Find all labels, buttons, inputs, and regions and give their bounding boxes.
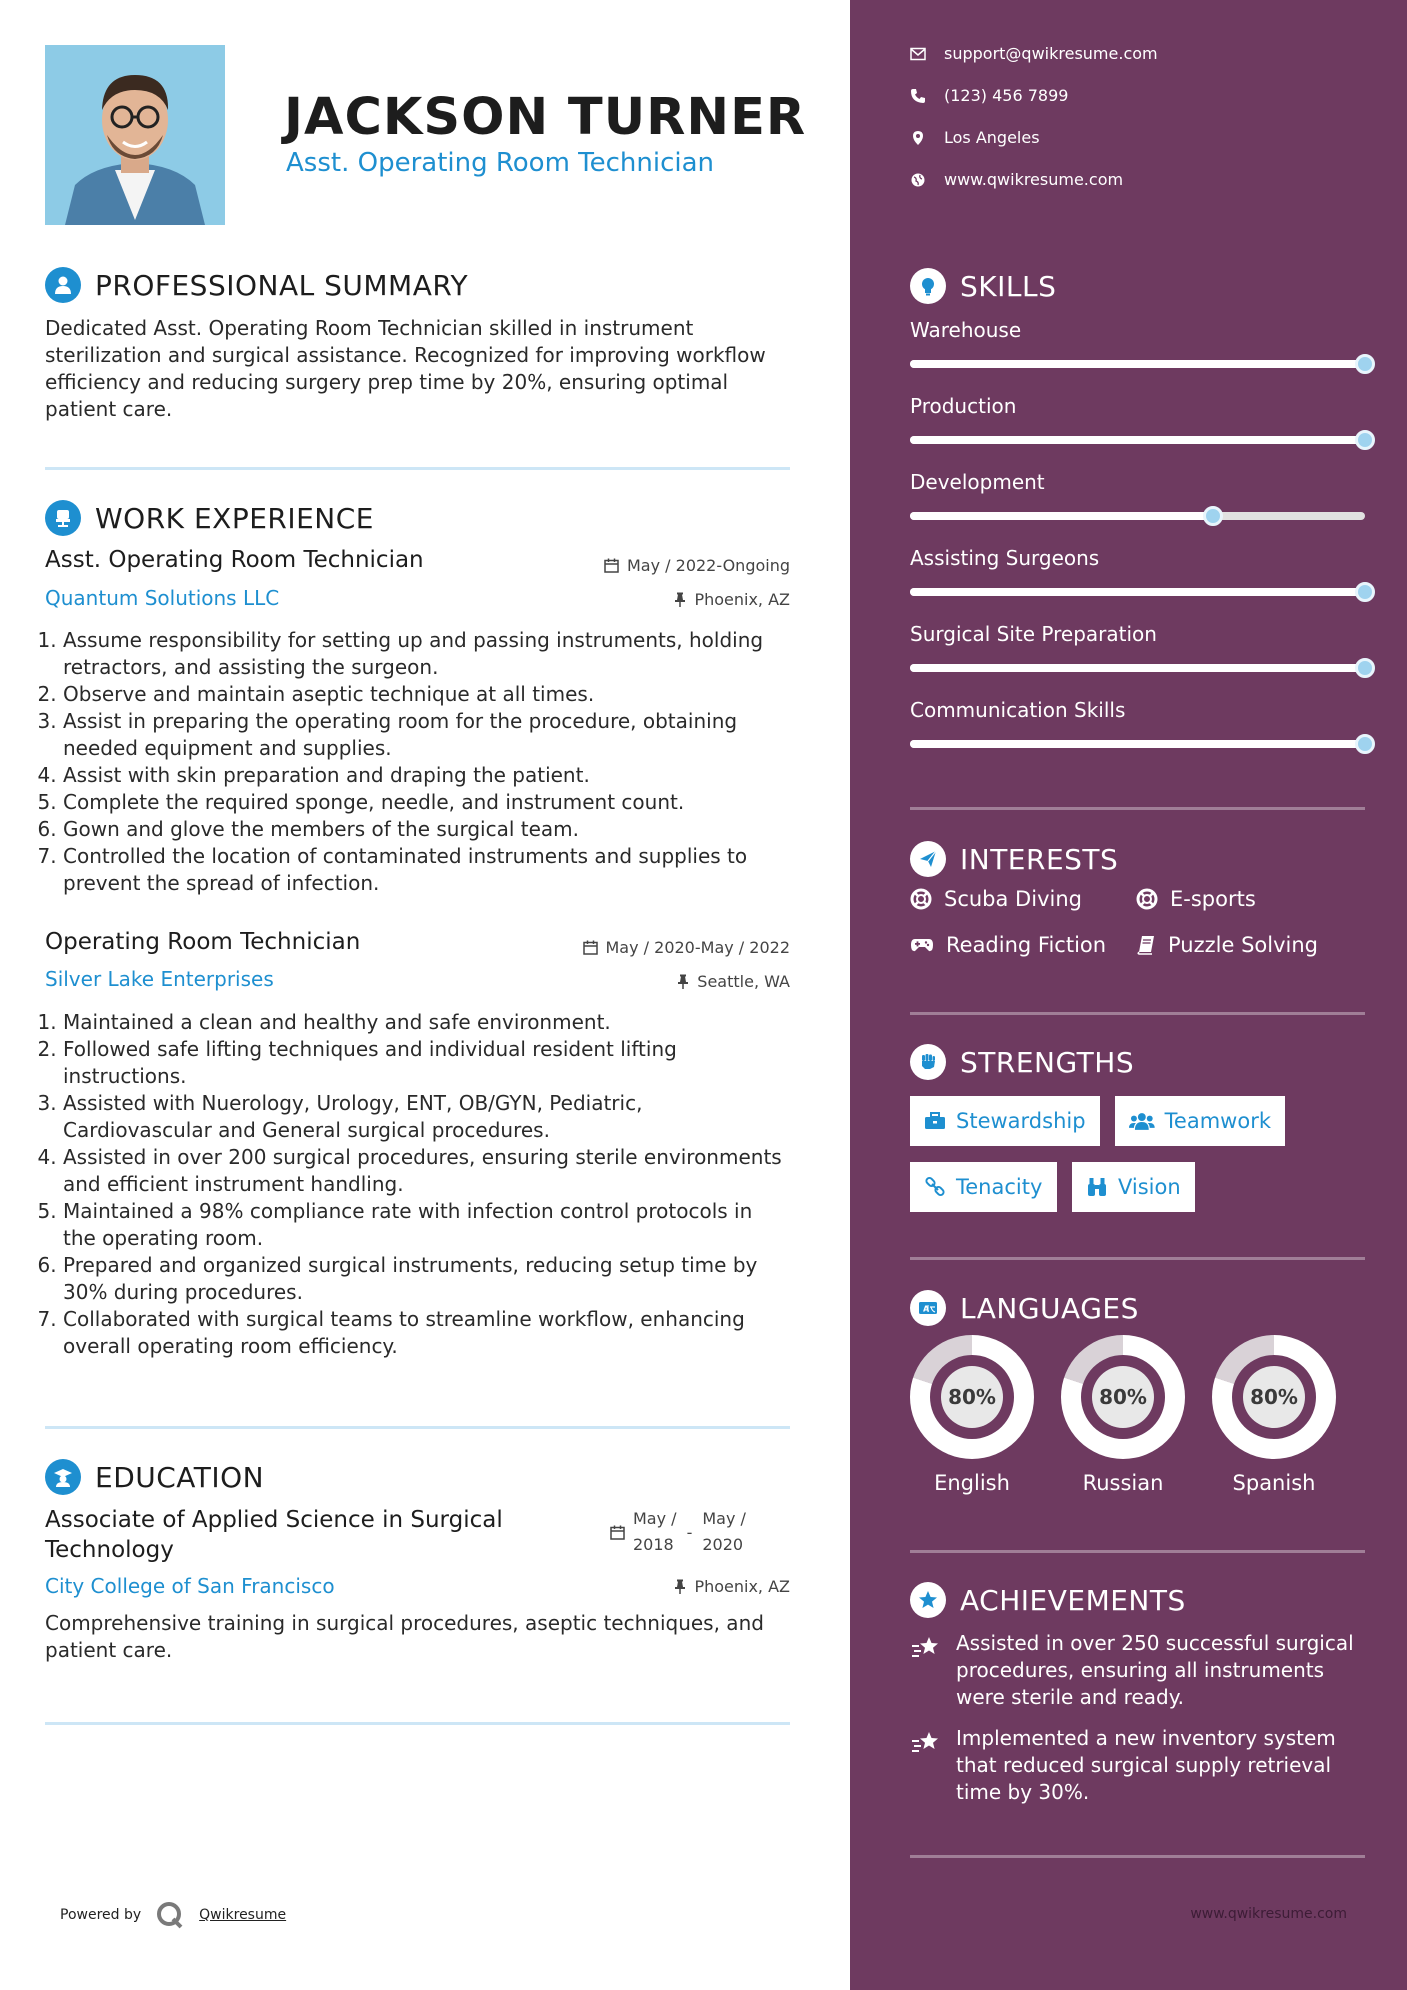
job-location-text: Phoenix, AZ [694,590,790,609]
qwikresume-link[interactable]: Qwikresume [199,1907,287,1923]
achievement-item [910,1725,1370,1806]
skill-bar [910,436,1365,444]
website-text[interactable]: www.qwikresume.com [944,170,1124,189]
language-ring [1212,1335,1336,1459]
work-heading [45,500,374,536]
work-title: WORK EXPERIENCE [95,501,374,535]
date-dash: - [686,1522,693,1542]
candidate-role: Asst. Operating Room Technician [286,148,715,178]
lightbulb-icon [910,268,946,304]
graduate-icon [45,1459,81,1495]
language-name: Russian [1082,1471,1164,1495]
list-item: 5. Maintained a 98% compliance rate with infection control protocols in the operating room. [63,1198,790,1252]
svg-text:A: A [923,1304,930,1314]
skill-bar-fill [910,436,1365,444]
strength-label: Teamwork [1164,1109,1271,1133]
strength-label: Vision [1118,1175,1181,1199]
language-ring-inner [930,1355,1014,1439]
end-month: May / [702,1509,746,1528]
skill-label: Assisting Surgeons [910,546,1100,570]
job-dates-text: May / 2022-Ongoing [627,556,790,575]
interest-item [910,887,1082,911]
job-title: Asst. Operating Room Technician [45,547,424,573]
interest-label: Reading Fiction [946,933,1107,957]
section-divider [910,1855,1365,1858]
end-year: 2020 [702,1535,744,1554]
strengths-heading [910,1044,1134,1080]
calendar-icon [604,558,619,573]
section-divider [910,1257,1365,1260]
skill-bar-fill [910,740,1365,748]
company-name: Silver Lake Enterprises [45,967,274,991]
footer-powered-by [60,1900,286,1930]
binoculars-icon [1086,1176,1108,1198]
list-item: 2. Followed safe lifting techniques and individual resident lifting instructions. [63,1036,790,1090]
skill-bar-knob [1355,430,1375,450]
job-dates [583,938,791,957]
skill-bar-fill [910,360,1365,368]
interest-label: Puzzle Solving [1168,933,1318,957]
start-month: May / [633,1509,677,1528]
list-item: 5. Complete the required sponge, needle, and instrument count. [63,789,790,816]
list-item: 1. Maintained a clean and healthy and safe environment. [63,1009,790,1036]
phone-icon [910,88,926,104]
interest-item [1136,887,1256,911]
duty-list [45,627,790,897]
education-dates [610,1506,746,1558]
languages-heading [910,1290,1139,1326]
start-date [633,1506,677,1558]
education-location [674,1577,790,1596]
skill-label: Warehouse [910,318,1022,342]
education-title: EDUCATION [95,1460,265,1494]
end-date [702,1506,746,1558]
footer-website[interactable]: www.qwikresume.com [1190,1906,1347,1922]
skill-label: Communication Skills [910,698,1126,722]
star-badge-icon [910,1582,946,1618]
translate-icon [910,1290,946,1326]
skills-title: SKILLS [960,269,1057,303]
interests-heading [910,841,1118,877]
skill-label: Surgical Site Preparation [910,622,1157,646]
strengths-title: STRENGTHS [960,1045,1135,1079]
degree-line: Associate of Applied Science in Surgical [45,1507,503,1533]
map-pin-icon [910,130,926,146]
skill-bar-knob [1203,506,1223,526]
candidate-name: JACKSON TURNER [284,88,807,147]
skill-bar-knob [1355,354,1375,374]
contact-location [910,128,1040,147]
start-year: 2018 [633,1535,674,1554]
skill-bar-knob [1355,582,1375,602]
language-item [910,1335,1034,1495]
strength-chip [910,1162,1057,1212]
strength-label: Stewardship [956,1109,1086,1133]
paper-plane-icon [910,841,946,877]
section-divider [910,807,1365,810]
skills-heading [910,268,1056,304]
qwikresume-logo-icon [155,1900,185,1930]
shooting-star-icon [910,1727,942,1759]
list-item: 7. Controlled the location of contaminated instruments and supplies to prevent the spread of infection. [63,843,790,897]
section-divider [910,1012,1365,1015]
achievements-heading [910,1582,1186,1618]
lifebuoy-icon [1136,888,1158,910]
education-heading [45,1459,264,1495]
pin-icon [677,974,689,989]
skill-bar [910,588,1365,596]
fist-icon [910,1044,946,1080]
job-location [674,590,790,609]
interest-label: Scuba Diving [944,887,1082,911]
skill-bar [910,664,1365,672]
skill-bar [910,360,1365,368]
powered-by-text: Powered by [60,1907,142,1923]
contact-website [910,170,1123,189]
job-dates-text: May / 2020-May / 2022 [605,938,790,957]
gamepad-icon [910,936,934,954]
pin-icon [674,592,686,607]
degree-title [45,1505,503,1565]
email-text[interactable]: support@qwikresume.com [944,44,1158,63]
contact-phone [910,86,1068,105]
language-percent: 80% [1243,1366,1305,1428]
language-item [1061,1335,1185,1495]
sidebar [850,0,1407,1990]
job-location-text: Seattle, WA [697,972,790,991]
strength-chip [910,1096,1100,1146]
section-divider [45,467,790,470]
job-dates [604,556,790,575]
language-ring-inner [1232,1355,1316,1439]
chair-icon [45,500,81,536]
user-icon [45,267,81,303]
language-ring [1061,1335,1185,1459]
achievement-text: Assisted in over 250 successful surgical procedures, ensuring all instruments were sterile and ready. [956,1631,1354,1709]
profile-photo [45,45,225,225]
language-name: Spanish [1232,1471,1316,1495]
skill-bar-fill [910,664,1365,672]
calendar-icon [583,940,598,955]
summary-heading [45,267,468,303]
duty-list [45,1009,790,1360]
strength-chip [1115,1096,1285,1146]
education-location-text: Phoenix, AZ [694,1577,790,1596]
interest-label: E-sports [1170,887,1256,911]
languages-title: LANGUAGES [960,1291,1139,1325]
skill-label: Production [910,394,1017,418]
list-item: 7. Collaborated with surgical teams to streamline workflow, enhancing overall operating room efficiency. [63,1306,790,1360]
interest-item [910,933,1106,957]
link-icon [924,1176,946,1198]
achievement-text: Implemented a new inventory system that reduced surgical supply retrieval time by 30%. [956,1726,1336,1804]
language-name: English [934,1471,1010,1495]
skill-label: Development [910,470,1045,494]
calendar-icon [610,1525,625,1540]
skill-bar-fill [910,588,1365,596]
section-divider [45,1426,790,1429]
strength-chip [1072,1162,1195,1212]
globe-icon [910,172,926,188]
list-item: 3. Assist in preparing the operating room for the procedure, obtaining needed equipment and supplies. [63,708,790,762]
skill-bar-fill [910,512,1213,520]
achievement-item [910,1630,1370,1711]
list-item: 6. Prepared and organized surgical instruments, reducing setup time by 30% during procedures. [63,1252,790,1306]
language-item [1212,1335,1336,1495]
company-name: Quantum Solutions LLC [45,586,280,610]
language-percent: 80% [941,1366,1003,1428]
shooting-star-icon [910,1632,942,1664]
list-item: 2. Observe and maintain aseptic technique at all times. [63,681,790,708]
section-divider [910,1550,1365,1553]
briefcase-icon [924,1111,946,1131]
achievements-title: ACHIEVEMENTS [960,1583,1186,1617]
book-icon [1136,935,1156,955]
language-ring-inner [1081,1355,1165,1439]
skill-bar-knob [1355,658,1375,678]
interest-item [1136,933,1318,957]
phone-text: (123) 456 7899 [944,86,1069,105]
list-item: 3. Assisted with Nuerology, Urology, ENT, OB/GYN, Pediatric, Cardiovascular and General surgical procedures. [63,1090,790,1144]
contact-email [910,44,1158,63]
job-location [677,972,790,991]
education-description: Comprehensive training in surgical procedures, aseptic techniques, and patient care. [45,1611,764,1662]
school-name: City College of San Francisco [45,1574,335,1598]
degree-line: Technology [45,1537,174,1563]
lifebuoy-icon [910,888,932,910]
list-item: 4. Assisted in over 200 surgical procedures, ensuring sterile environments and efficient instrument handling. [63,1144,790,1198]
section-divider [45,1722,790,1725]
envelope-icon [910,47,926,61]
list-item: 6. Gown and glove the members of the surgical team. [63,816,790,843]
skill-bar [910,740,1365,748]
list-item: 1. Assume responsibility for setting up and passing instruments, holding retractors, and assisting the surgeon. [63,627,790,681]
language-ring [910,1335,1034,1459]
strength-label: Tenacity [956,1175,1043,1199]
users-icon [1129,1111,1155,1131]
location-text: Los Angeles [944,128,1040,147]
skill-bar-knob [1355,734,1375,754]
interests-title: INTERESTS [960,842,1119,876]
job-title: Operating Room Technician [45,929,361,955]
pin-icon [674,1579,686,1594]
summary-title: PROFESSIONAL SUMMARY [95,268,469,302]
language-percent: 80% [1092,1366,1154,1428]
skill-bar [910,512,1365,520]
list-item: 4. Assist with skin preparation and draping the patient. [63,762,790,789]
summary-text: Dedicated Asst. Operating Room Technician skilled in instrument sterilization and surgical assistance. Recognized for improving workflow efficiency and reducing surgery prep time by 20%, ensuring optimal patient care. [45,316,766,421]
